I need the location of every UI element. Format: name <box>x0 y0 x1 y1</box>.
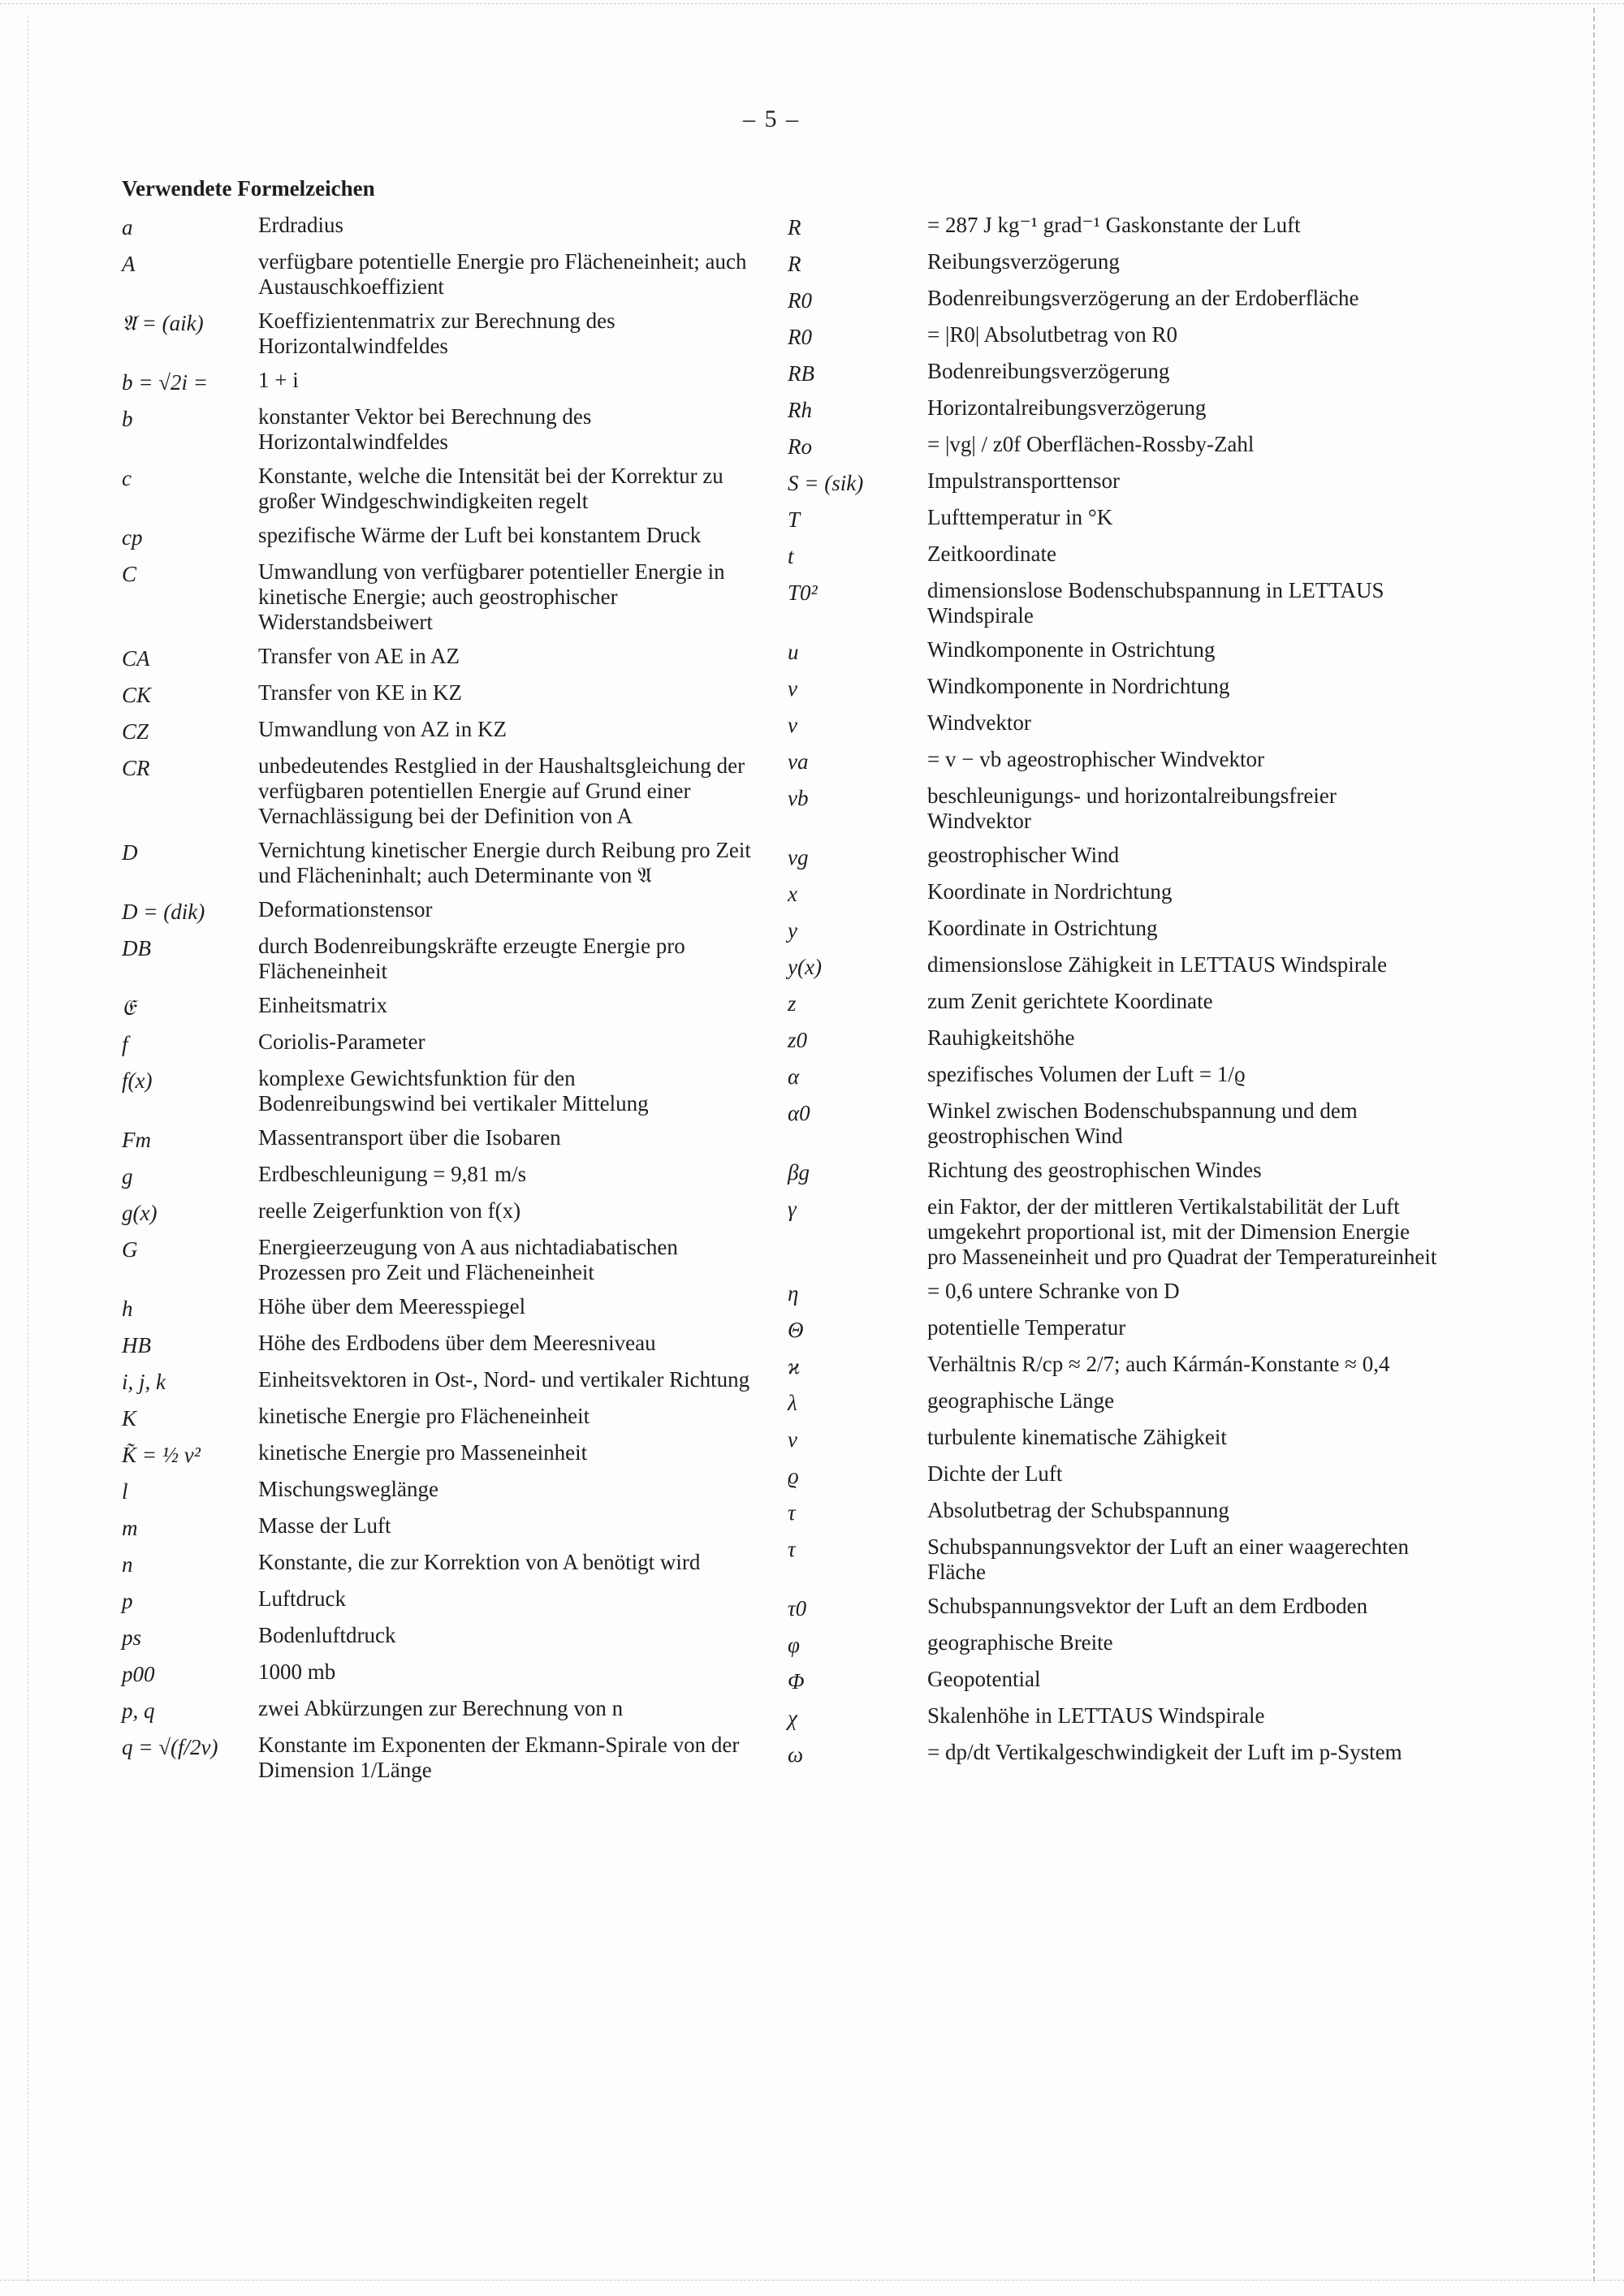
symbol-entry <box>788 669 1453 706</box>
symbol-description: geographische Breite <box>927 1630 1113 1655</box>
symbol-entry <box>788 208 1453 244</box>
symbol-description: unbedeutendes Restglied in der Haushaltsgleichung der verfügbaren potentiellen Energie auf Grund einer Vernachlässigung bei der Definition von A <box>258 753 745 828</box>
symbol: va <box>788 749 809 774</box>
symbol-entry <box>788 911 1453 947</box>
symbol-description: Höhe über dem Meeresspiegel <box>258 1294 526 1318</box>
symbol: ν <box>788 1427 797 1452</box>
symbol-entry <box>122 675 755 712</box>
symbol-entry <box>788 244 1453 281</box>
symbol: f <box>122 1032 128 1056</box>
symbol-entry <box>788 742 1453 779</box>
symbol-entry <box>122 555 755 639</box>
symbol: γ <box>788 1197 797 1221</box>
scan-border-top <box>0 3 1624 4</box>
symbol: ϰ <box>788 1354 801 1379</box>
symbol-entry <box>788 1310 1453 1347</box>
symbol-entry <box>122 1435 755 1472</box>
symbol-description: Winkel zwischen Bodenschubspannung und dem geostrophischen Wind <box>927 1098 1358 1148</box>
symbol-description: Höhe des Erdbodens über dem Meeresniveau <box>258 1331 656 1355</box>
symbol-entry <box>122 1728 755 1787</box>
symbol: C <box>122 562 137 586</box>
symbol-entry <box>788 706 1453 742</box>
symbol-entry <box>122 1230 755 1289</box>
symbol: CA <box>122 646 150 671</box>
symbol-entry <box>122 929 755 988</box>
symbol-entry <box>788 984 1453 1021</box>
symbol: ω <box>788 1742 804 1767</box>
symbol: RB <box>788 361 814 386</box>
symbol-description: Koeffizientenmatrix zur Berechnung des Horizontalwindfeldes <box>258 309 615 358</box>
symbol-list-left <box>122 208 755 1787</box>
symbol-entry <box>122 1061 755 1120</box>
symbol: α <box>788 1064 800 1089</box>
symbol: ϱ <box>788 1464 799 1488</box>
symbol: g <box>122 1164 133 1189</box>
symbol-entry <box>122 363 755 399</box>
symbol-entry <box>122 639 755 675</box>
symbol: l <box>122 1479 128 1504</box>
symbol: χ <box>788 1706 797 1730</box>
symbol-entry <box>788 632 1453 669</box>
symbol-entry <box>788 1383 1453 1420</box>
symbol-entry <box>788 537 1453 573</box>
scan-border-right <box>1593 8 1595 2281</box>
section-heading: Verwendete Formelzeichen <box>122 176 375 201</box>
symbol-description: dimensionslose Zähigkeit in LETTAUS Windspirale <box>927 952 1388 977</box>
symbol-entry <box>788 1153 1453 1189</box>
symbol: φ <box>788 1633 800 1657</box>
symbol: DB <box>122 936 151 960</box>
symbol-description: = dp/dt Vertikalgeschwindigkeit der Luft im p-System <box>927 1740 1402 1764</box>
symbol-description: Massentransport über die Isobaren <box>258 1125 561 1150</box>
symbol-description: Masse der Luft <box>258 1513 391 1538</box>
symbol-entry <box>122 1655 755 1691</box>
symbol: λ <box>788 1391 797 1415</box>
symbol-description: 1000 mb <box>258 1659 336 1684</box>
symbol: Rh <box>788 398 812 422</box>
symbol-description: Transfer von AE in AZ <box>258 644 460 668</box>
symbol-entry <box>122 459 755 518</box>
symbol-entry <box>788 1493 1453 1530</box>
symbol-description: zwei Abkürzungen zur Berechnung von n <box>258 1696 624 1720</box>
symbol-description: Einheitsvektoren in Ost-, Nord- und vertikaler Richtung <box>258 1367 750 1392</box>
symbol-description: Richtung des geostrophischen Windes <box>927 1158 1262 1182</box>
symbol-entry <box>122 1326 755 1362</box>
symbol-entry <box>788 1021 1453 1057</box>
symbol-entry <box>122 208 755 244</box>
symbol-description: Erdbeschleunigung = 9,81 m/s <box>258 1162 527 1186</box>
symbol-entry <box>122 1545 755 1582</box>
symbol: y(x) <box>788 955 822 979</box>
symbol-entry <box>788 1589 1453 1625</box>
symbol: R0 <box>788 325 812 349</box>
symbol-description: Schubspannungsvektor der Luft an dem Erdboden <box>927 1594 1368 1618</box>
symbol-description: Schubspannungsvektor der Luft an einer waagerechten Fläche <box>927 1534 1410 1584</box>
symbol-description: Umwandlung von AZ in KZ <box>258 717 507 741</box>
symbol-description: kinetische Energie pro Flächeneinheit <box>258 1404 590 1428</box>
symbol-entry <box>788 281 1453 317</box>
section-heading-spacer <box>788 169 1453 208</box>
symbol-description: Windvektor <box>927 710 1031 735</box>
symbol-entry <box>122 1582 755 1618</box>
symbol: vb <box>788 786 809 810</box>
symbol-entry <box>788 1057 1453 1094</box>
symbol: Θ <box>788 1318 804 1342</box>
symbol-description: Einheitsmatrix <box>258 993 387 1017</box>
symbol: R <box>788 252 801 276</box>
symbol-entry <box>122 833 755 892</box>
symbol-description: potentielle Temperatur <box>927 1315 1126 1340</box>
symbol: z <box>788 991 797 1016</box>
symbol: T <box>788 507 801 532</box>
symbol-description: 1 + i <box>258 368 299 392</box>
symbol-description: turbulente kinematische Zähigkeit <box>927 1425 1227 1449</box>
symbol-description: = v − vb ageostrophischer Windvektor <box>927 747 1265 771</box>
scan-border-bottom <box>0 2280 1624 2281</box>
symbol: Ro <box>788 434 812 459</box>
symbol-description: beschleunigungs- und horizontalreibungsfreier Windvektor <box>927 783 1337 833</box>
symbol-description: Skalenhöhe in LETTAUS Windspirale <box>927 1703 1265 1728</box>
symbol-entry <box>788 464 1453 500</box>
symbol-entry <box>788 1457 1453 1493</box>
symbol-description: dimensionslose Bodenschubspannung in LETTAUS Windspirale <box>927 578 1384 628</box>
left-column <box>122 169 755 1787</box>
symbol-description: = |vg| / z0f Oberflächen-Rossby-Zahl <box>927 432 1255 456</box>
symbol-description: Horizontalreibungsverzögerung <box>927 395 1207 420</box>
symbol-description: Deformationstensor <box>258 897 433 921</box>
symbol: p00 <box>122 1662 155 1686</box>
symbol: Fm <box>122 1128 151 1152</box>
symbol: CK <box>122 683 152 707</box>
symbol-entry <box>122 1025 755 1061</box>
symbol: T0² <box>788 580 818 605</box>
symbol-description: komplexe Gewichtsfunktion für den Bodenreibungswind bei vertikaler Mittelung <box>258 1066 649 1116</box>
symbol: η <box>788 1281 799 1306</box>
symbol-entry <box>122 1508 755 1545</box>
symbol-entry <box>122 1362 755 1399</box>
symbol-description: zum Zenit gerichtete Koordinate <box>927 989 1213 1013</box>
symbol-description: Koordinate in Ostrichtung <box>927 916 1158 940</box>
symbol-description: verfügbare potentielle Energie pro Flächeneinheit; auch Austauschkoeffizient <box>258 249 747 299</box>
symbol-entry <box>122 1157 755 1193</box>
symbol-description: Windkomponente in Nordrichtung <box>927 674 1230 698</box>
symbol: v <box>788 713 797 737</box>
symbol-entry <box>122 892 755 929</box>
symbol-entry <box>788 1094 1453 1153</box>
symbol: Φ <box>788 1669 805 1694</box>
symbol-entry <box>788 1530 1453 1589</box>
symbol-entry <box>788 391 1453 427</box>
symbol-list-right <box>788 208 1453 1772</box>
symbol: p, q <box>122 1698 155 1723</box>
symbol: βg <box>788 1160 810 1185</box>
symbol: D = (dik) <box>122 900 205 924</box>
symbol-entry <box>788 317 1453 354</box>
symbol-description: = 287 J kg⁻¹ grad⁻¹ Gaskonstante der Luft <box>927 213 1301 237</box>
symbol: K <box>122 1406 137 1431</box>
symbol-entry <box>788 573 1453 632</box>
symbol-entry <box>122 988 755 1025</box>
symbol-entry <box>788 1735 1453 1772</box>
symbol-description: Luftdruck <box>258 1586 346 1611</box>
symbol-entry <box>788 947 1453 984</box>
symbol: G <box>122 1237 138 1262</box>
symbol-entry <box>788 500 1453 537</box>
symbol: b <box>122 407 133 431</box>
symbol: z0 <box>788 1028 808 1052</box>
symbol: D <box>122 840 138 865</box>
symbol-description: konstanter Vektor bei Berechnung des Horizontalwindfeldes <box>258 404 592 454</box>
symbol: t <box>788 544 794 568</box>
symbol: a <box>122 215 133 240</box>
symbol-entry <box>788 427 1453 464</box>
symbol: v <box>788 676 797 701</box>
symbol-description: Koordinate in Nordrichtung <box>927 879 1173 904</box>
symbol-entry <box>788 874 1453 911</box>
symbol: b = √2i = <box>122 370 209 395</box>
symbol: 𝔈 <box>122 995 136 1020</box>
symbol-description: Bodenluftdruck <box>258 1623 396 1647</box>
symbol: ps <box>122 1625 142 1650</box>
symbol-entry <box>122 1691 755 1728</box>
symbol-description: spezifische Wärme der Luft bei konstantem Druck <box>258 523 702 547</box>
symbol-description: Lufttemperatur in °K <box>927 505 1113 529</box>
symbol-entry <box>788 838 1453 874</box>
symbol: i, j, k <box>122 1370 166 1394</box>
symbol: CZ <box>122 719 149 744</box>
right-column <box>788 169 1453 1772</box>
symbol: y <box>788 918 797 943</box>
symbol-description: Dichte der Luft <box>927 1461 1063 1486</box>
symbol-description: Rauhigkeitshöhe <box>927 1025 1075 1050</box>
symbol: 𝔄 = (aik) <box>122 311 204 335</box>
symbol: p <box>122 1589 133 1613</box>
symbol: f(x) <box>122 1068 153 1093</box>
symbol-entry <box>788 354 1453 391</box>
symbol-entry <box>788 779 1453 838</box>
symbol-entry <box>122 1120 755 1157</box>
symbol-entry <box>788 1274 1453 1310</box>
symbol: R <box>788 215 801 240</box>
symbol-description: = |R0| Absolutbetrag von R0 <box>927 322 1178 347</box>
symbol-entry <box>122 518 755 555</box>
symbol-description: reelle Zeigerfunktion von f(x) <box>258 1198 521 1223</box>
symbol-entry <box>788 1347 1453 1383</box>
symbol: m <box>122 1516 138 1540</box>
symbol: vg <box>788 845 809 870</box>
symbol-description: Bodenreibungsverzögerung <box>927 359 1170 383</box>
symbol-entry <box>122 1472 755 1508</box>
page-number: – 5 – <box>743 106 800 132</box>
symbol: HB <box>122 1333 151 1357</box>
symbol-description: geostrophischer Wind <box>927 843 1120 867</box>
symbol: n <box>122 1552 133 1577</box>
symbol-description: Geopotential <box>927 1667 1041 1691</box>
symbol-description: kinetische Energie pro Masseneinheit <box>258 1440 588 1465</box>
symbol-entry <box>788 1662 1453 1698</box>
symbol-entry <box>122 1618 755 1655</box>
symbol: q = √(f/2ν) <box>122 1735 218 1759</box>
symbol: τ <box>788 1500 796 1525</box>
symbol-description: Transfer von KE in KZ <box>258 680 462 705</box>
symbol-entry <box>122 1193 755 1230</box>
symbol-description: Mischungsweglänge <box>258 1477 438 1501</box>
symbol-entry <box>122 1399 755 1435</box>
symbol-entry <box>122 712 755 749</box>
symbol-entry <box>788 1698 1453 1735</box>
symbol-entry <box>122 399 755 459</box>
symbol: τ <box>788 1537 796 1561</box>
symbol-entry <box>788 1420 1453 1457</box>
symbol: CR <box>122 756 150 780</box>
symbol-entry <box>122 749 755 833</box>
symbol: K̃ = ½ v² <box>122 1443 201 1467</box>
symbol: g(x) <box>122 1201 158 1225</box>
symbol: τ0 <box>788 1596 807 1621</box>
symbol-description: Erdradius <box>258 213 343 237</box>
symbol: α0 <box>788 1101 810 1125</box>
symbol-description: durch Bodenreibungskräfte erzeugte Energie pro Flächeneinheit <box>258 934 685 983</box>
symbol-entry <box>788 1189 1453 1274</box>
symbol-description: Verhältnis R/cp ≈ 2/7; auch Kármán-Konstante ≈ 0,4 <box>927 1352 1390 1376</box>
symbol-description: Energieerzeugung von A aus nichtadiabatischen Prozessen pro Zeit und Flächeneinheit <box>258 1235 678 1284</box>
symbol-entry <box>788 1625 1453 1662</box>
symbol: h <box>122 1297 133 1321</box>
symbol: x <box>788 882 797 906</box>
symbol: c <box>122 466 132 490</box>
symbol-description: Bodenreibungsverzögerung an der Erdoberfläche <box>927 286 1359 310</box>
symbol-entry <box>122 1289 755 1326</box>
symbol-description: Windkomponente in Ostrichtung <box>927 637 1216 662</box>
symbol-description: ein Faktor, der der mittleren Vertikalstabilität der Luft umgekehrt proportional ist, mit der Dimension Energie pro Masseneinheit und pro Quadrat der Temperatureinheit <box>927 1194 1437 1269</box>
symbol-description: Konstante im Exponenten der Ekmann-Spirale von der Dimension 1/Länge <box>258 1733 740 1782</box>
symbol-description: Konstante, welche die Intensität bei der Korrektur zu großer Windgeschwindigkeiten regelt <box>258 464 723 513</box>
symbol: cp <box>122 525 143 550</box>
symbol-description: = 0,6 untere Schranke von D <box>927 1279 1180 1303</box>
symbol-entry <box>122 244 755 304</box>
symbol: A <box>122 252 136 276</box>
symbol: u <box>788 640 799 664</box>
symbol-entry <box>122 304 755 363</box>
symbol-description: Coriolis-Parameter <box>258 1029 425 1054</box>
symbol-description: Absolutbetrag der Schubspannung <box>927 1498 1229 1522</box>
symbol: R0 <box>788 288 812 313</box>
symbol: S = (sik) <box>788 471 864 495</box>
symbol-description: geographische Länge <box>927 1388 1115 1413</box>
symbol-description: Impulstransporttensor <box>927 468 1120 493</box>
symbol-description: Reibungsverzögerung <box>927 249 1120 274</box>
symbol-description: Vernichtung kinetischer Energie durch Reibung pro Zeit und Flächeninhalt; auch Determinante von 𝔄 <box>258 838 751 887</box>
symbol-description: Konstante, die zur Korrektion von A benötigt wird <box>258 1550 701 1574</box>
symbol-description: Umwandlung von verfügbarer potentieller Energie in kinetische Energie; auch geostrophischer Widerstandsbeiwert <box>258 559 725 634</box>
symbol-description: Zeitkoordinate <box>927 542 1056 566</box>
symbol-description: spezifisches Volumen der Luft = 1/ϱ <box>927 1062 1246 1086</box>
